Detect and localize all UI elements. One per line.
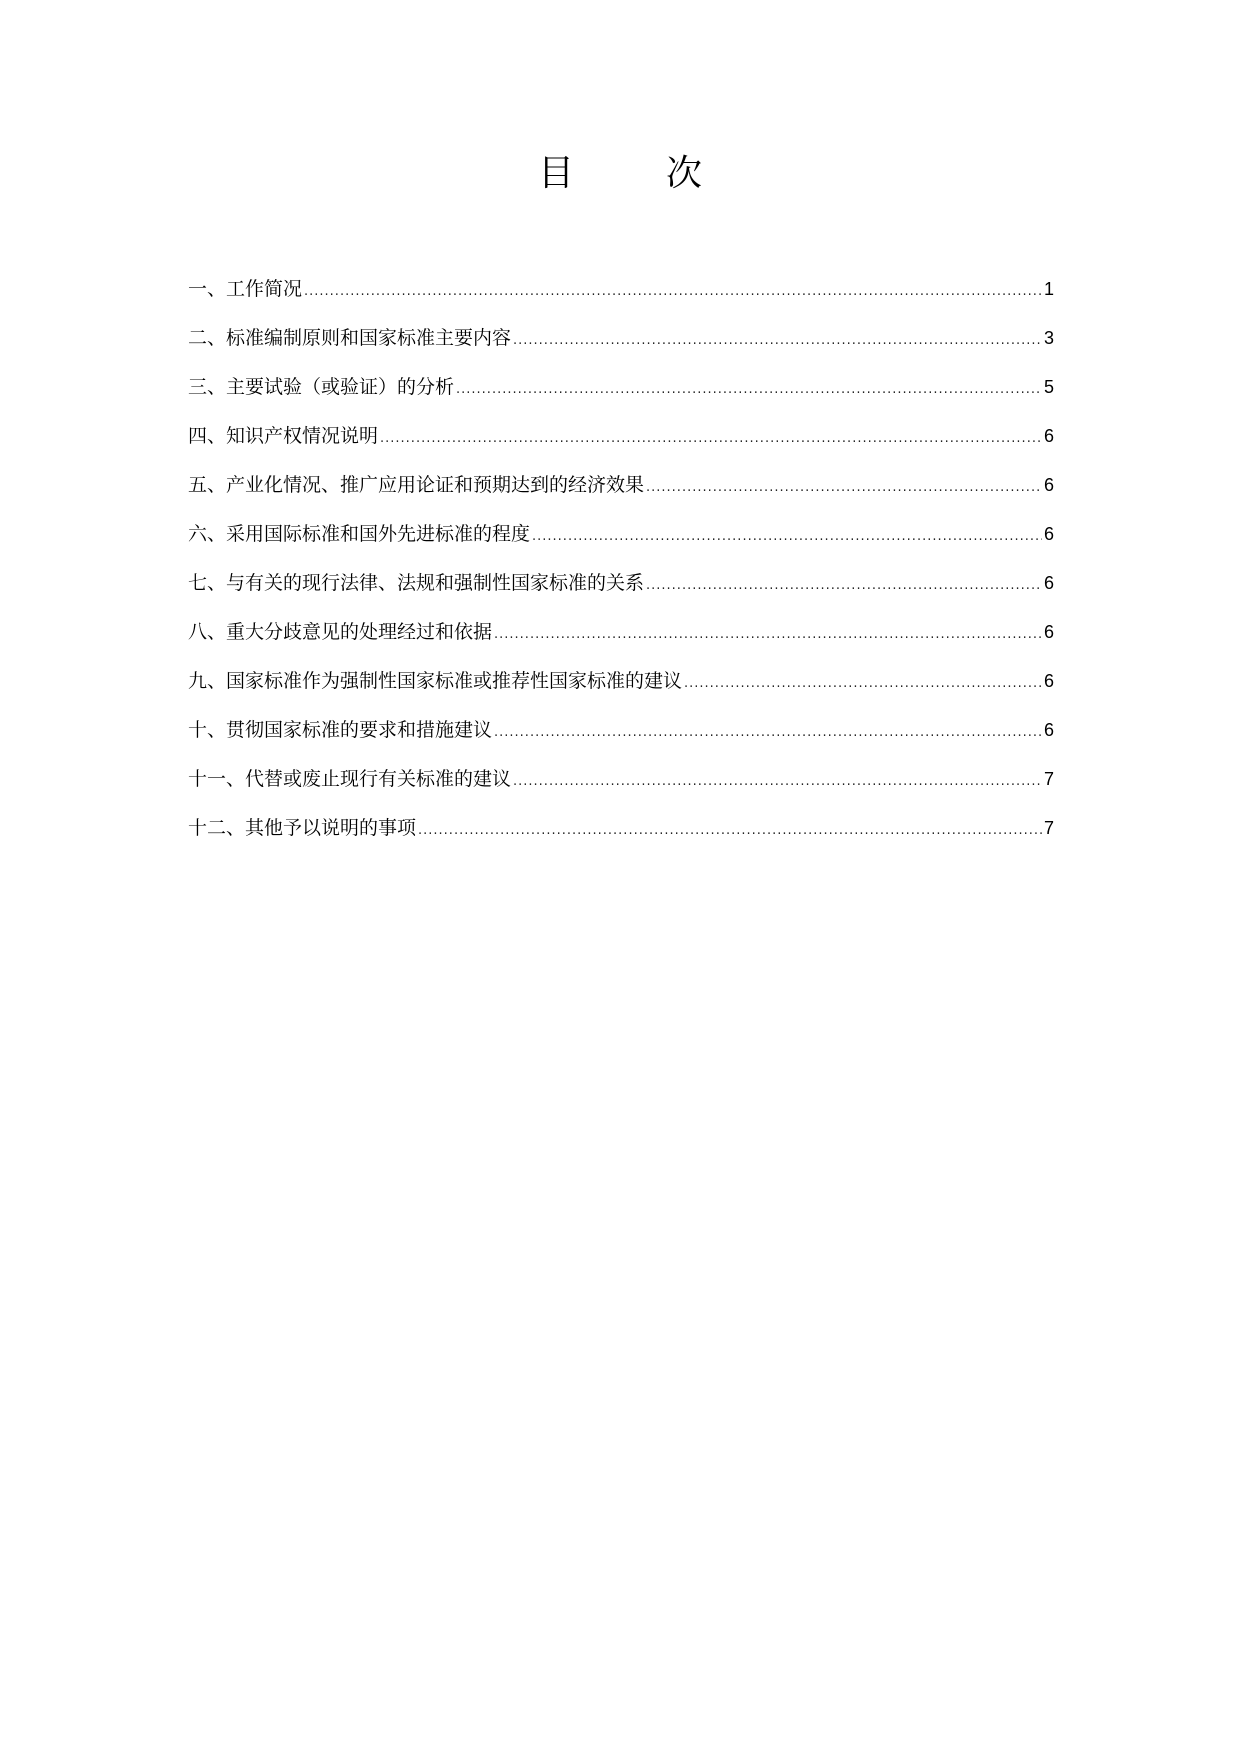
toc-dot-leader [494, 620, 1042, 650]
toc-entry-page: 6 [1043, 524, 1054, 544]
toc-dot-leader [684, 669, 1042, 699]
toc-entry-page: 3 [1043, 328, 1054, 348]
toc-entry-page: 6 [1043, 426, 1054, 446]
toc-entry-label: 三、主要试验（或验证）的分析 [188, 376, 455, 398]
toc-entry-label: 十二、其他予以说明的事项 [188, 817, 417, 839]
toc-entry[interactable] [188, 715, 1054, 764]
toc-entry-label: 十一、代替或废止现行有关标准的建议 [188, 768, 512, 790]
toc-entry-page: 6 [1043, 720, 1054, 740]
toc-title: 目 次 [537, 153, 730, 194]
toc-dot-leader [532, 522, 1042, 552]
toc-dot-leader [513, 326, 1042, 356]
toc-entry-page: 6 [1043, 573, 1054, 593]
toc-entry[interactable] [188, 568, 1054, 617]
toc-entry-page: 1 [1043, 279, 1054, 299]
toc-entry-label: 八、重大分歧意见的处理经过和依据 [188, 621, 493, 643]
toc-dot-leader [646, 571, 1042, 601]
toc-dot-leader [304, 277, 1042, 307]
toc-entry[interactable] [188, 813, 1054, 862]
toc-entry[interactable] [188, 666, 1054, 715]
toc-dot-leader [380, 424, 1042, 454]
toc-entry[interactable] [188, 421, 1054, 470]
toc-entry[interactable] [188, 764, 1054, 813]
toc-dot-leader [418, 816, 1042, 846]
toc-entry[interactable] [188, 274, 1054, 323]
toc-entry-page: 7 [1043, 818, 1054, 838]
toc-entry[interactable] [188, 470, 1054, 519]
toc-list [188, 274, 1054, 862]
toc-entry[interactable] [188, 372, 1054, 421]
toc-entry-label: 二、标准编制原则和国家标准主要内容 [188, 327, 512, 349]
toc-entry-page: 6 [1043, 475, 1054, 495]
toc-entry-page: 5 [1043, 377, 1054, 397]
toc-entry-page: 6 [1043, 671, 1054, 691]
toc-entry-label: 一、工作简况 [188, 278, 303, 300]
toc-dot-leader [494, 718, 1042, 748]
toc-entry-page: 7 [1043, 769, 1054, 789]
toc-dot-leader [456, 375, 1042, 405]
toc-dot-leader [646, 473, 1042, 503]
toc-entry-label: 四、知识产权情况说明 [188, 425, 379, 447]
toc-entry-page: 6 [1043, 622, 1054, 642]
toc-dot-leader [513, 767, 1042, 797]
toc-entry-label: 五、产业化情况、推广应用论证和预期达到的经济效果 [188, 474, 645, 496]
toc-entry-label: 六、采用国际标准和国外先进标准的程度 [188, 523, 531, 545]
toc-entry-label: 九、国家标准作为强制性国家标准或推荐性国家标准的建议 [188, 670, 683, 692]
toc-entry[interactable] [188, 519, 1054, 568]
toc-entry-label: 七、与有关的现行法律、法规和强制性国家标准的关系 [188, 572, 645, 594]
toc-entry[interactable] [188, 617, 1054, 666]
toc-entry[interactable] [188, 323, 1054, 372]
toc-entry-label: 十、贯彻国家标准的要求和措施建议 [188, 719, 493, 741]
